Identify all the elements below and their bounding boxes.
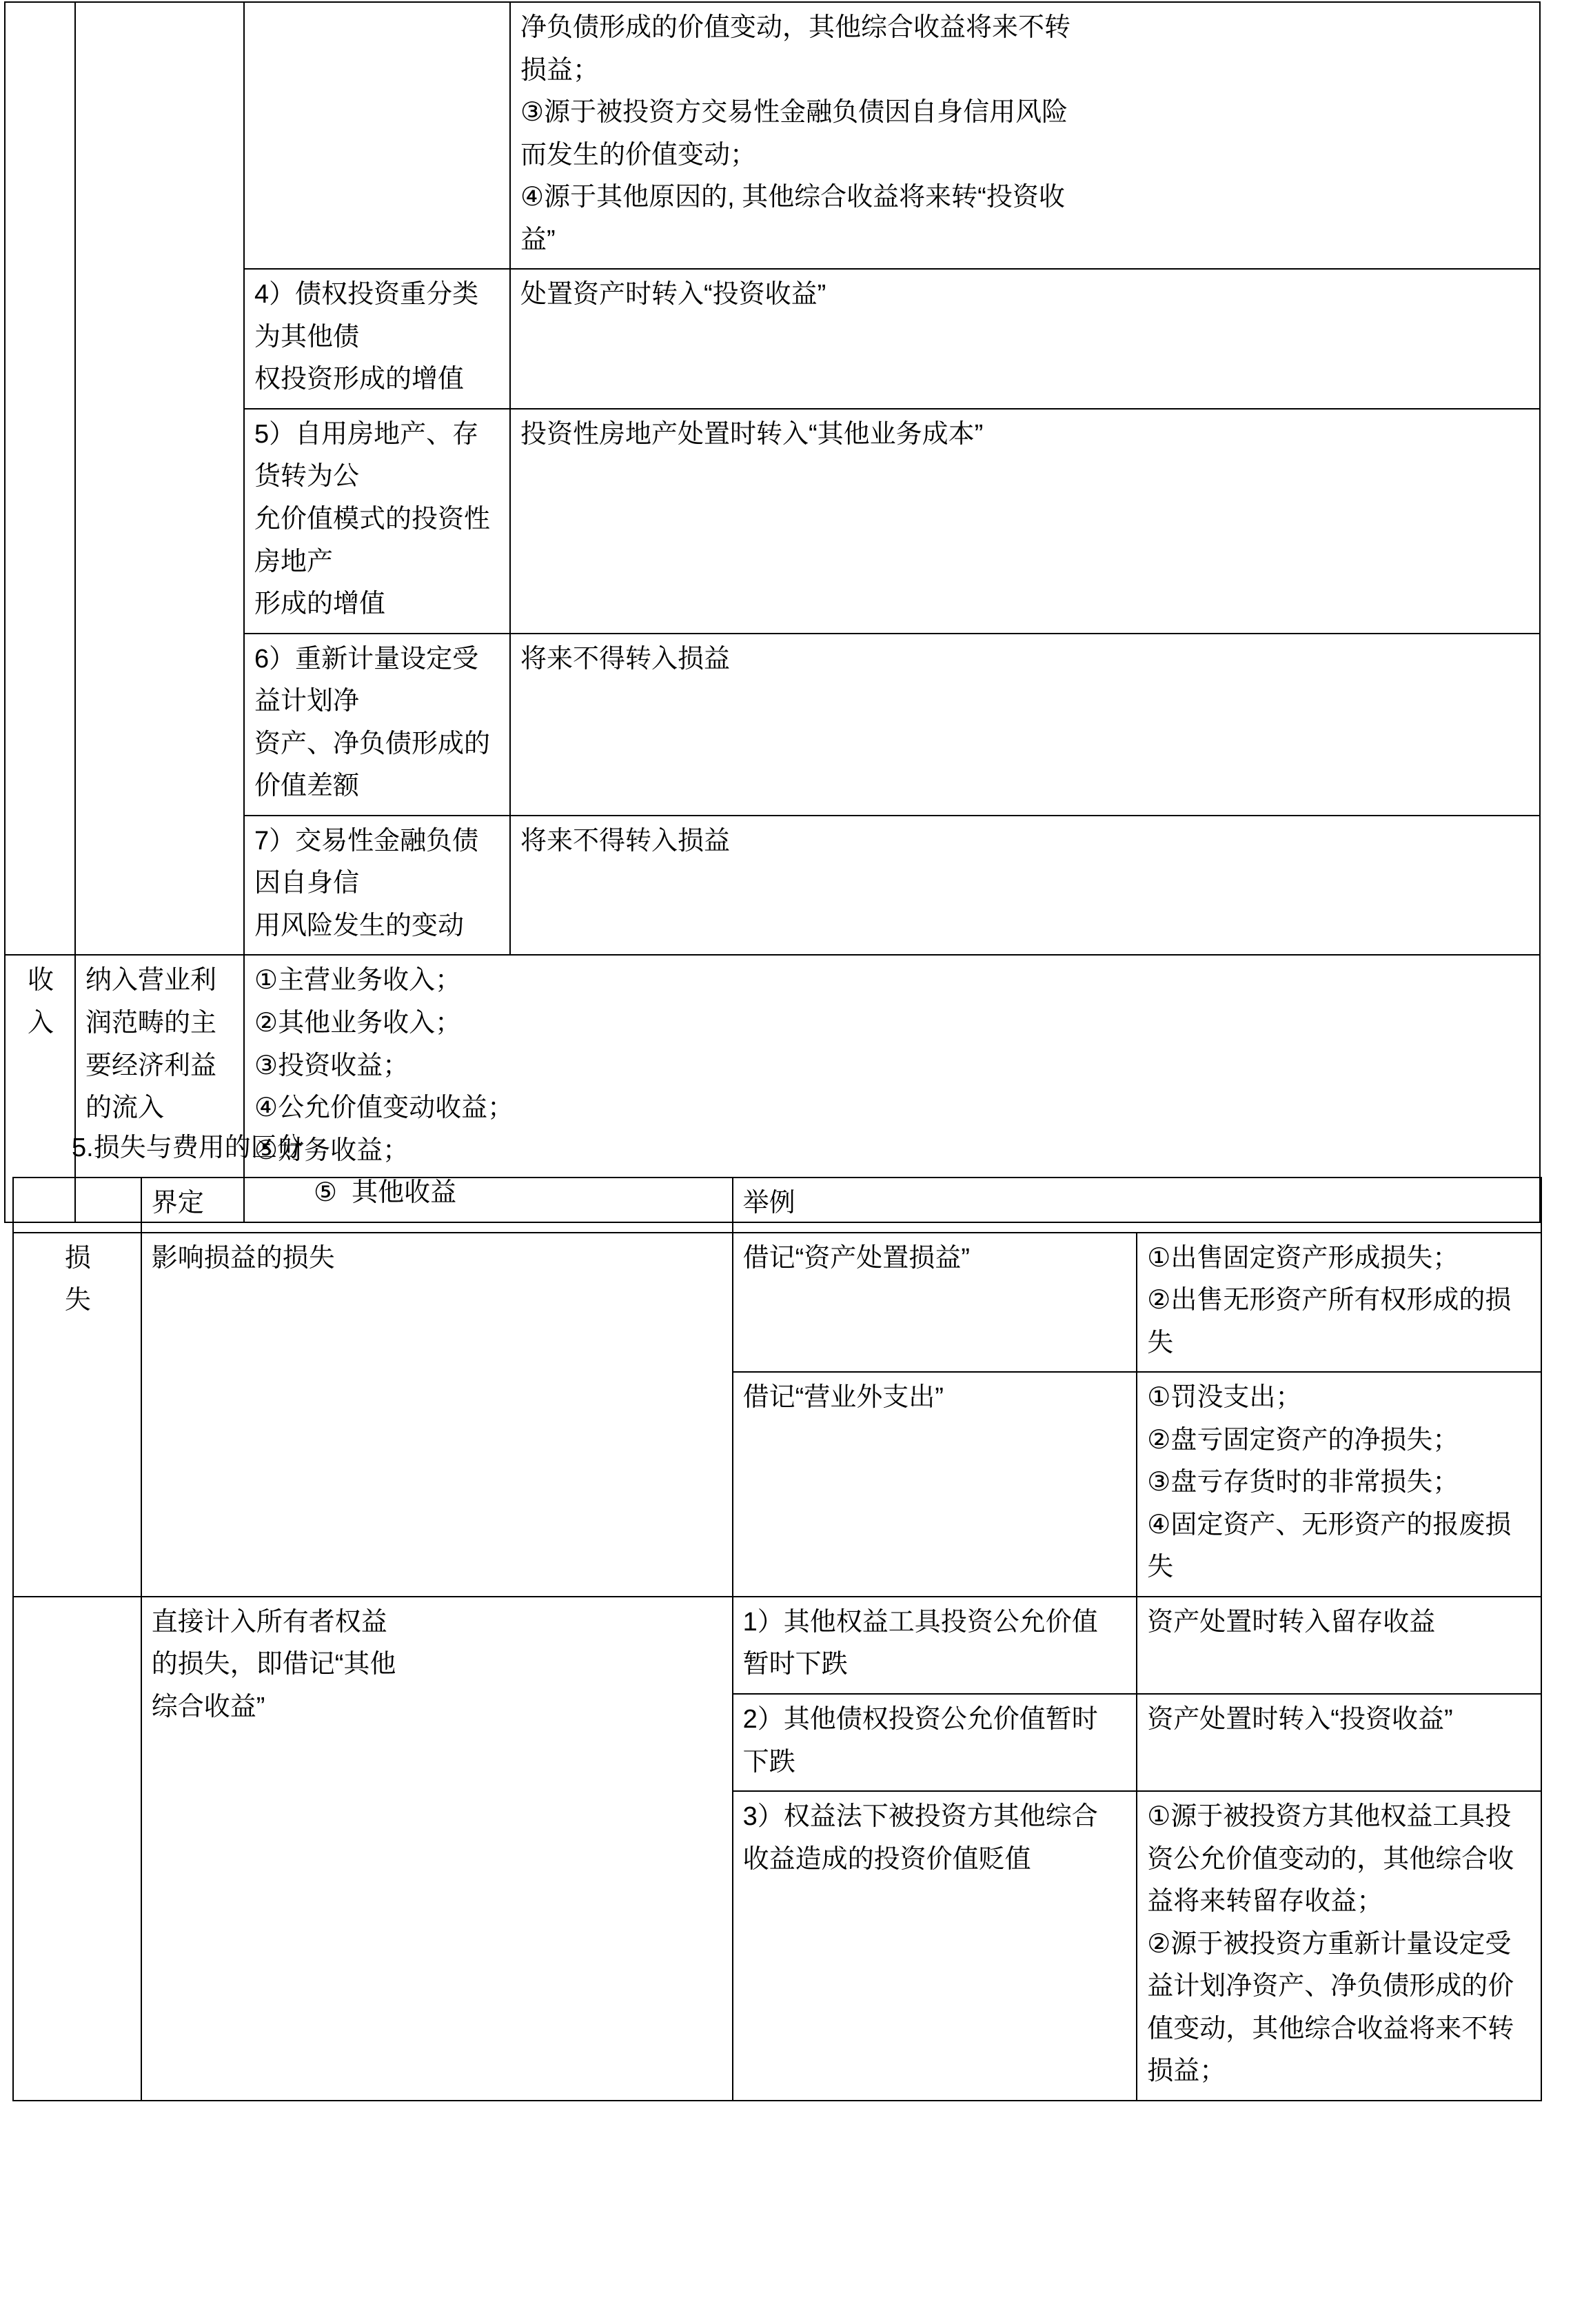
detail-cell-asset-disposal (1137, 1233, 1541, 1373)
detail-line: 处置资产时转入“投资收益” (520, 280, 826, 310)
category-cell-blank (13, 1597, 141, 2101)
header-cell-blank (13, 1178, 141, 1233)
detail-line: 净负债形成的价值变动，其他综合收益将来不转 (520, 13, 1071, 42)
detail-cell-continued (510, 2, 1540, 269)
item-cell-7 (244, 816, 510, 956)
item-cell-4 (244, 269, 510, 409)
detail-line: ④固定资产、无形资产的报废损 (1147, 1510, 1512, 1539)
income-item: ⑤财务收益； (254, 1135, 409, 1165)
example-line: 1）其他权益工具投资公允价值 (742, 1607, 1098, 1637)
table-row (13, 1597, 1541, 1694)
definition-cell-equity-loss (141, 1597, 733, 2101)
example-cell-other-debt (733, 1694, 1137, 1791)
definition-line: 纳入营业利 (85, 966, 217, 996)
detail-line: ②源于被投资方重新计量设定受 (1147, 1929, 1512, 1959)
detail-line: ④源于其他原因的, 其他综合收益将来转“投资收 (520, 183, 1065, 212)
losses-table (12, 1177, 1542, 2101)
category-cell-empty (5, 2, 75, 955)
header-cell-example: 举例 (733, 1178, 1541, 1233)
detail-line: ①罚没支出； (1147, 1383, 1302, 1413)
definition-cell-empty (75, 2, 244, 955)
definition-line: 的流入 (85, 1093, 165, 1123)
item-line: 形成的增值 (254, 589, 386, 619)
detail-line: 损益； (1147, 2057, 1226, 2086)
example-line: 2）其他债权投资公允价值暂时 (742, 1705, 1098, 1735)
detail-cell-other-debt (1137, 1694, 1541, 1791)
example-line: 下跌 (742, 1747, 795, 1777)
example-cell-equity-method (733, 1791, 1137, 2101)
detail-line: 将来不得转入损益 (520, 644, 731, 674)
detail-line: 投资性房地产处置时转入“其他业务成本” (520, 419, 984, 449)
detail-line: ②盘亏固定资产的净损失； (1147, 1425, 1459, 1455)
example-cell-non-operating (733, 1372, 1137, 1597)
detail-cell-non-operating (1137, 1372, 1541, 1597)
example-line: 借记“资产处置损益” (742, 1243, 970, 1273)
obligations-table (4, 1, 1541, 1223)
detail-line: 益” (520, 225, 556, 254)
example-line: 3）权益法下被投资方其他综合 (742, 1802, 1098, 1832)
detail-line: 失 (1147, 1328, 1174, 1357)
detail-cell-equity-instrument (1137, 1597, 1541, 1694)
example-cell-asset-disposal (733, 1233, 1137, 1373)
detail-cell-5 (510, 409, 1540, 634)
item-line: 允价值模式的投资性房地产 (254, 505, 491, 576)
definition-line: 直接计入所有者权益 (151, 1607, 387, 1637)
detail-line: 资产处置时转入留存收益 (1147, 1607, 1436, 1637)
definition-line: 影响损益的损失 (151, 1243, 335, 1273)
item-line: 5）自用房地产、存货转为公 (254, 419, 479, 492)
detail-cell-equity-method (1137, 1791, 1541, 2101)
item-cell-6 (244, 634, 510, 816)
income-item: ①主营业务收入； (254, 966, 462, 996)
item-line: 6）重新计量设定受益计划净 (254, 644, 479, 716)
header-cell-definition: 界定 (141, 1178, 733, 1233)
detail-cell-7 (510, 816, 1540, 956)
income-item: ②其他业务收入； (254, 1009, 462, 1038)
income-item: ③投资收益； (254, 1051, 409, 1080)
example-line: 借记“营业外支出” (742, 1383, 944, 1413)
item-line: 7）交易性金融负债因自身信 (254, 826, 479, 898)
detail-line: ③盘亏存货时的非常损失； (1147, 1468, 1459, 1497)
detail-cell-6 (510, 634, 1540, 816)
table-row (5, 2, 1540, 269)
definition-cell-pl-loss (141, 1233, 733, 1597)
detail-line: 而发生的价值变动； (520, 140, 757, 170)
detail-line: ①出售固定资产形成损失； (1147, 1243, 1459, 1273)
detail-line: 益将来转留存收益； (1147, 1887, 1383, 1917)
item-cell-continued (244, 2, 510, 269)
detail-line: ③源于被投资方交易性金融负债因自身信用风险 (520, 98, 1068, 128)
definition-line: 综合收益” (151, 1693, 265, 1722)
item-line: 资产、净负债形成的价值差额 (254, 729, 491, 801)
income-item-indented: ⑤ 其他收益 (314, 1178, 457, 1208)
example-line: 暂时下跌 (742, 1650, 848, 1679)
detail-line: 益计划净资产、净负债形成的价 (1147, 1972, 1514, 2001)
definition-line: 的损失，即借记“其他 (151, 1650, 396, 1679)
category-char: 损 (64, 1243, 91, 1273)
category-char: 入 (27, 1009, 54, 1038)
table-header-row (13, 1178, 1541, 1233)
table-row (13, 1233, 1541, 1373)
detail-line: 损益； (520, 55, 600, 85)
detail-line: 将来不得转入损益 (520, 826, 731, 856)
detail-line: 资公允价值变动的，其他综合收 (1147, 1844, 1514, 1874)
example-cell-equity-instrument (733, 1597, 1137, 1694)
detail-line: 值变动，其他综合收益将来不转 (1147, 2014, 1514, 2043)
section-heading: 5.损失与费用的区分 (72, 1133, 303, 1162)
item-line: 用风险发生的变动 (254, 911, 465, 940)
item-line: 权投资形成的增值 (254, 365, 465, 394)
category-char: 失 (64, 1286, 91, 1315)
example-line: 收益造成的投资价值贬值 (742, 1844, 1031, 1874)
category-cell-loss (13, 1233, 141, 1597)
definition-line: 要经济利益 (85, 1051, 217, 1080)
definition-line: 润范畴的主 (85, 1009, 217, 1038)
detail-cell-4 (510, 269, 1540, 409)
detail-line: 资产处置时转入“投资收益” (1147, 1705, 1453, 1735)
income-item: ④公允价值变动收益； (254, 1093, 514, 1123)
detail-line: ②出售无形资产所有权形成的损 (1147, 1286, 1512, 1315)
detail-line: ①源于被投资方其他权益工具投 (1147, 1802, 1512, 1832)
category-char: 收 (27, 966, 54, 996)
item-cell-5 (244, 409, 510, 634)
detail-line: 失 (1147, 1553, 1174, 1582)
item-line: 4）债权投资重分类为其他债 (254, 280, 479, 352)
